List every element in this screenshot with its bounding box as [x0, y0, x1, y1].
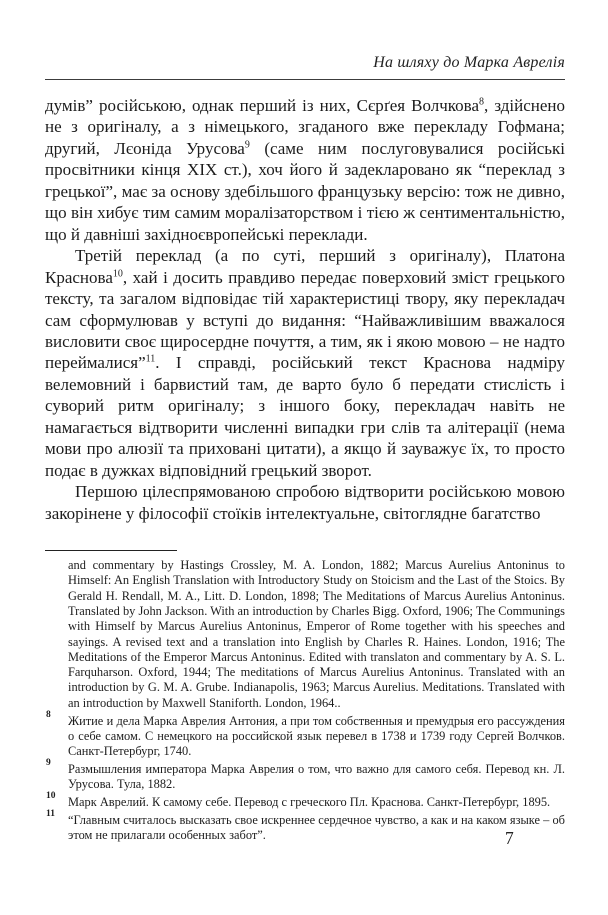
footnote-ref: 11 — [145, 353, 156, 365]
footnote-text: Марк Аврелий. К самому себе. Перевод с греческого Пл. Краснова. Санкт-Петербург, 1895. — [68, 795, 551, 810]
paragraph-third-translation: Третій переклад (а по суті, перший з оригіналу), Платона Краснова$^{10}$, хай і досить правдиво передає поверховий зміст грецького тексту, та загалом відповідає тій характеристиці твору, яку перекладач сам сформулював у вступі до видання: “Найважливішим вважалося висловити своє щиросердне почуття, а тим, як і якою мовою – не надто переймалися”$^{11}$. І справді, російський текст Краснова надміру велемовний і барвистий там, де варто було б передати стислість і суворий ритм оригіналу; з іншого боку, перекладач навіть не намагається відтворити численні випадки гри слів та алітерації (нема мови про алюзії та приховані цитати), а якщо й зауважує їх, то просто подає в дужках відповідний грецький зворот. — [45, 246, 565, 480]
page-number: 7 — [505, 828, 514, 848]
footnote-10: 10 Марк Аврелий. К самому себе. Перевод с греческого Пл. Краснова. Санкт-Петербург, 1895. — [46, 791, 551, 810]
footnote-text: Размышления императора Марка Аврелия о том, что важно для самого себя. Перевод кн. Л. Урусова. Тула, 1882. — [68, 761, 565, 792]
footnote-text: Житие и дела Марка Аврелия Антония, а при том собственныя и премудрыя его рассуждения о себе самом. С немецкого на российской язык перевел в 1738 и 1739 году Сергей Волчков. Санкт-Петербург, 1740. — [68, 713, 565, 759]
paragraph-first-attempt: Першою цілеспрямованою спробою відтворити російською мовою закорінене у філософії стоїків інтелектуальне, світоглядне багатство — [45, 482, 565, 523]
running-title: На шляху до Марка Аврелія — [373, 54, 565, 71]
footnote-text: “Главным считалось высказать свое искреннее сердечное чувство, а как и на каком языке – об этом не прилагали особенных забот”. — [68, 812, 565, 843]
body-text — [45, 95, 565, 524]
footnote-continuation — [45, 558, 565, 711]
footnote-ref: 8 — [479, 96, 485, 108]
footnote-ref: 10 — [112, 267, 123, 279]
page-header — [45, 53, 565, 80]
footnote-8: 8 Житие и дела Марка Аврелия Антония, а при том собственныя и премудрыя его рассуждения о себе самом. С немецкого на российской язык перевел в 1738 и 1739 году Сергей Волчков. Санкт-Петербург, 1740. — [46, 709, 565, 759]
footnote-ref: 9 — [244, 139, 250, 151]
footnote-separator — [45, 550, 177, 551]
footnote-9: 9 Размышления императора Марка Аврелия о том, что важно для самого себя. Перевод кн. Л. Урусова. Тула, 1882. — [46, 757, 565, 792]
footnote-11: 11 “Главным считалось высказать свое искреннее сердечное чувство, а как и на каком языке – об этом не прилагали особенных забот”. — [46, 808, 565, 843]
paragraph-continuation: думів” російською, однак перший із них, Сєрґея Волчкова$^8$, здійснено не з оригіналу, а з німецького, згаданого вже перекладу Гофмана; другий, Лєоніда Урусова$^9$ (саме ним послуговувалися російські просвітники кінця XIX ст.), хоч його й задекларовано як “переклад з грецької”, має за основу здебільшого французьку версію: тож не дивно, що він хибує тим самим моралізаторством і тією ж сентиментальністю, що й давніші західноєвропейські переклади. — [45, 96, 565, 244]
footnotes-section — [45, 550, 565, 843]
header-rule — [45, 79, 565, 80]
footnote-text: and commentary by Hastings Crossley, M. A. London, 1882; Marcus Aurelius Antoninus to Himself: An English Translation with Introductory Study on Stoicism and the Last of the Stoics. By Gerald H. Rendall, M. A., Litt. D. London, 1898; The Meditations of Marcus Aurelius Antoninus. Translated by John Jackson. With an introduction by Charles Bigg. Oxford, 1906; The Communings with Himself by Marcus Aurelius Antoninus, Emperor of Rome together with his speeches and sayings. A revised text and a translation into English by Charles R. Haines. London, 1916; The Meditations of the Emperor Marcus Antoninus. Edited with translaton and commentary by A. S. L. Farquharson. Oxford, 1944; The meditations of Marcus Aurelius Antoninus. Translated with an introduction by G. M. A. Grube. Indianapolis, 1963; Marcus Aurelius. Meditations. Translated with an introduction by Maxwell Staniforth. London, 1964.. — [68, 558, 565, 710]
